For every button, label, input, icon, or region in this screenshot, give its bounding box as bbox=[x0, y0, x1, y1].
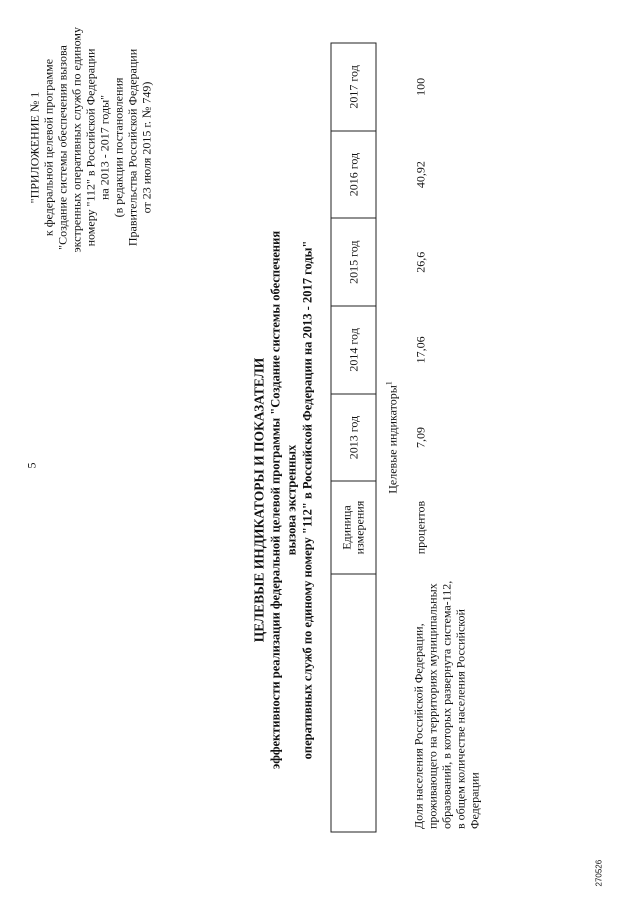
document-title bbox=[251, 228, 316, 773]
value-2013: 7,09 bbox=[413, 427, 428, 449]
appendix-line: "Создание системы обеспечения вызова bbox=[55, 45, 70, 250]
appendix-line: "ПРИЛОЖЕНИЕ № 1 bbox=[27, 91, 42, 204]
table-row bbox=[408, 43, 484, 832]
value-2016: 40,92 bbox=[413, 161, 428, 189]
indicators-table-wrapper bbox=[331, 43, 484, 833]
appendix-line: (в редакции постановления bbox=[111, 77, 126, 218]
page-number: 5 bbox=[24, 462, 39, 469]
header-unit: Единица измерения bbox=[331, 481, 376, 573]
value-2014: 17,06 bbox=[413, 336, 428, 364]
indicator-unit: процентов bbox=[413, 500, 428, 555]
appendix-line: Правительства Российской Федерации bbox=[125, 48, 140, 247]
header-year-2016: 2016 год bbox=[331, 131, 376, 219]
appendix-line: на 2013 - 2017 годы" bbox=[97, 94, 112, 201]
indicator-name: Доля населения Российской Федерации, проживающего на территориях муниципальных образований, в которых развернута система-112, в общем количестве населения Российской Федерации bbox=[411, 580, 482, 829]
title-main: ЦЕЛЕВЫЕ ИНДИКАТОРЫ И ПОКАЗАТЕЛИ bbox=[251, 357, 267, 643]
header-indicator-name bbox=[331, 574, 376, 832]
indicators-table bbox=[331, 43, 484, 833]
title-sub-line-2: оперативных служб по единому номеру "112" в Российской Федерации на 2013 - 2017 годы" bbox=[300, 240, 315, 760]
value-2017: 100 bbox=[413, 77, 428, 96]
title-sub-line-1: эффективности реализации федеральной целевой программы "Создание системы обеспечения вызова экстренных bbox=[268, 230, 299, 770]
appendix-line: от 23 июля 2015 г. № 749) bbox=[139, 81, 154, 214]
section-row bbox=[376, 43, 408, 832]
table-header-row bbox=[331, 43, 376, 832]
section-label-cell bbox=[376, 43, 408, 832]
header-year-2015: 2015 год bbox=[331, 218, 376, 306]
appendix-line: к федеральной целевой программе bbox=[41, 58, 56, 237]
appendix-line: экстренных оперативных служб по единому bbox=[69, 26, 84, 253]
header-year-2017: 2017 год bbox=[331, 43, 376, 131]
value-2015: 26,6 bbox=[413, 251, 428, 273]
document-code: 270526 bbox=[594, 859, 604, 887]
rotated-content bbox=[23, 26, 618, 893]
header-year-2014: 2014 год bbox=[331, 306, 376, 394]
appendix-header bbox=[27, 26, 154, 253]
appendix-line: номеру "112" в Российской Федерации bbox=[83, 48, 98, 247]
header-year-2013: 2013 год bbox=[331, 394, 376, 482]
section-label: Целевые индикаторы bbox=[385, 385, 400, 494]
section-footnote-mark: 1 bbox=[384, 381, 394, 386]
